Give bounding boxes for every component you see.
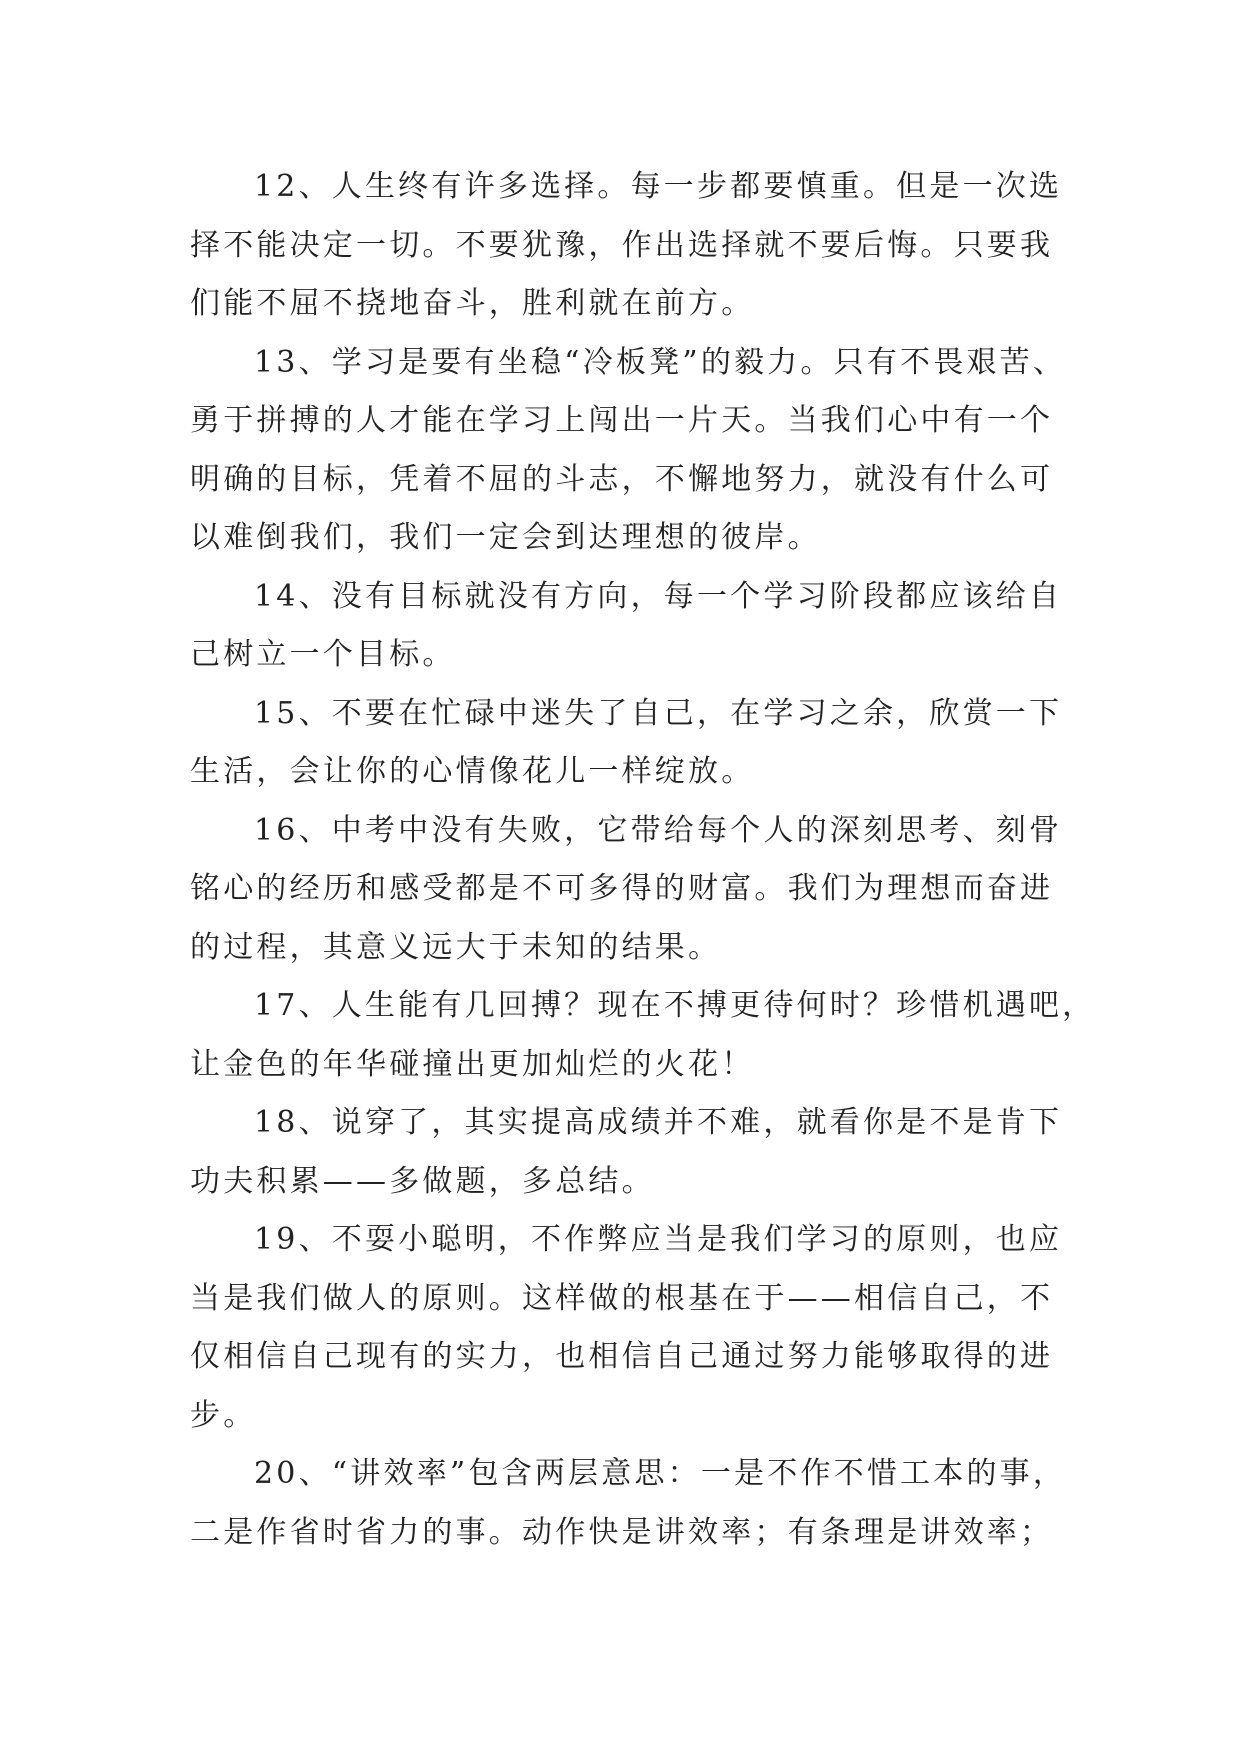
- text-line: 让金色的年华碰撞出更加灿烂的火花！: [190, 1046, 755, 1082]
- text-line: 16、中考中没有失败，它带给每个人的深刻思考、刻骨: [254, 812, 1063, 848]
- text-line: 18、说穿了，其实提高成绩并不难，就看你是不是肯下: [254, 1105, 1063, 1140]
- text-line: 勇于拼搏的人才能在学习上闯出一片天。当我们心中有一个: [190, 403, 1054, 438]
- document-body: [190, 158, 1096, 1562]
- text-line: 15、不要在忙碌中迷失了自己，在学习之余，欣赏一下: [254, 695, 1063, 731]
- text-line: 己树立一个目标。: [190, 637, 456, 672]
- text-line: 择不能决定一切。不要犹豫，作出选择就不要后悔。只要我: [190, 227, 1054, 263]
- text-line: 17、人生能有几回搏？现在不搏更待何时？珍惜机遇吧，: [254, 988, 1096, 1023]
- text-line: 14、没有目标就没有方向，每一个学习阶段都应该给自: [254, 578, 1063, 614]
- text-line: 以难倒我们，我们一定会到达理想的彼岸。: [190, 520, 821, 555]
- text-line: 功夫积累——多做题，多总结。: [190, 1163, 655, 1199]
- text-line: 20、“讲效率”包含两层意思：一是不作不惜工本的事，: [254, 1456, 1067, 1491]
- text-line: 13、学习是要有坐稳“冷板凳”的毅力。只有不畏艰苦、: [254, 344, 1067, 380]
- text-line: 步。: [190, 1397, 257, 1433]
- text-line: 们能不屈不挠地奋斗，胜利就在前方。: [190, 286, 755, 321]
- text-line: 的过程，其意义远大于未知的结果。: [190, 929, 722, 965]
- text-line: 明确的目标，凭着不屈的斗志，不懈地努力，就没有什么可: [190, 461, 1054, 497]
- text-line: 二是作省时省力的事。动作快是讲效率；有条理是讲效率；: [190, 1514, 1054, 1550]
- text-line: 19、不耍小聪明，不作弊应当是我们学习的原则，也应: [254, 1222, 1063, 1257]
- text-line: 12、人生终有许多选择。每一步都要慎重。但是一次选: [254, 169, 1063, 204]
- text-line: 铭心的经历和感受都是不可多得的财富。我们为理想而奋进: [190, 871, 1054, 906]
- text-line: 生活，会让你的心情像花儿一样绽放。: [190, 754, 755, 789]
- text-line: 仅相信自己现有的实力，也相信自己通过努力能够取得的进: [190, 1339, 1054, 1374]
- text-line: 当是我们做人的原则。这样做的根基在于——相信自己，不: [190, 1280, 1054, 1316]
